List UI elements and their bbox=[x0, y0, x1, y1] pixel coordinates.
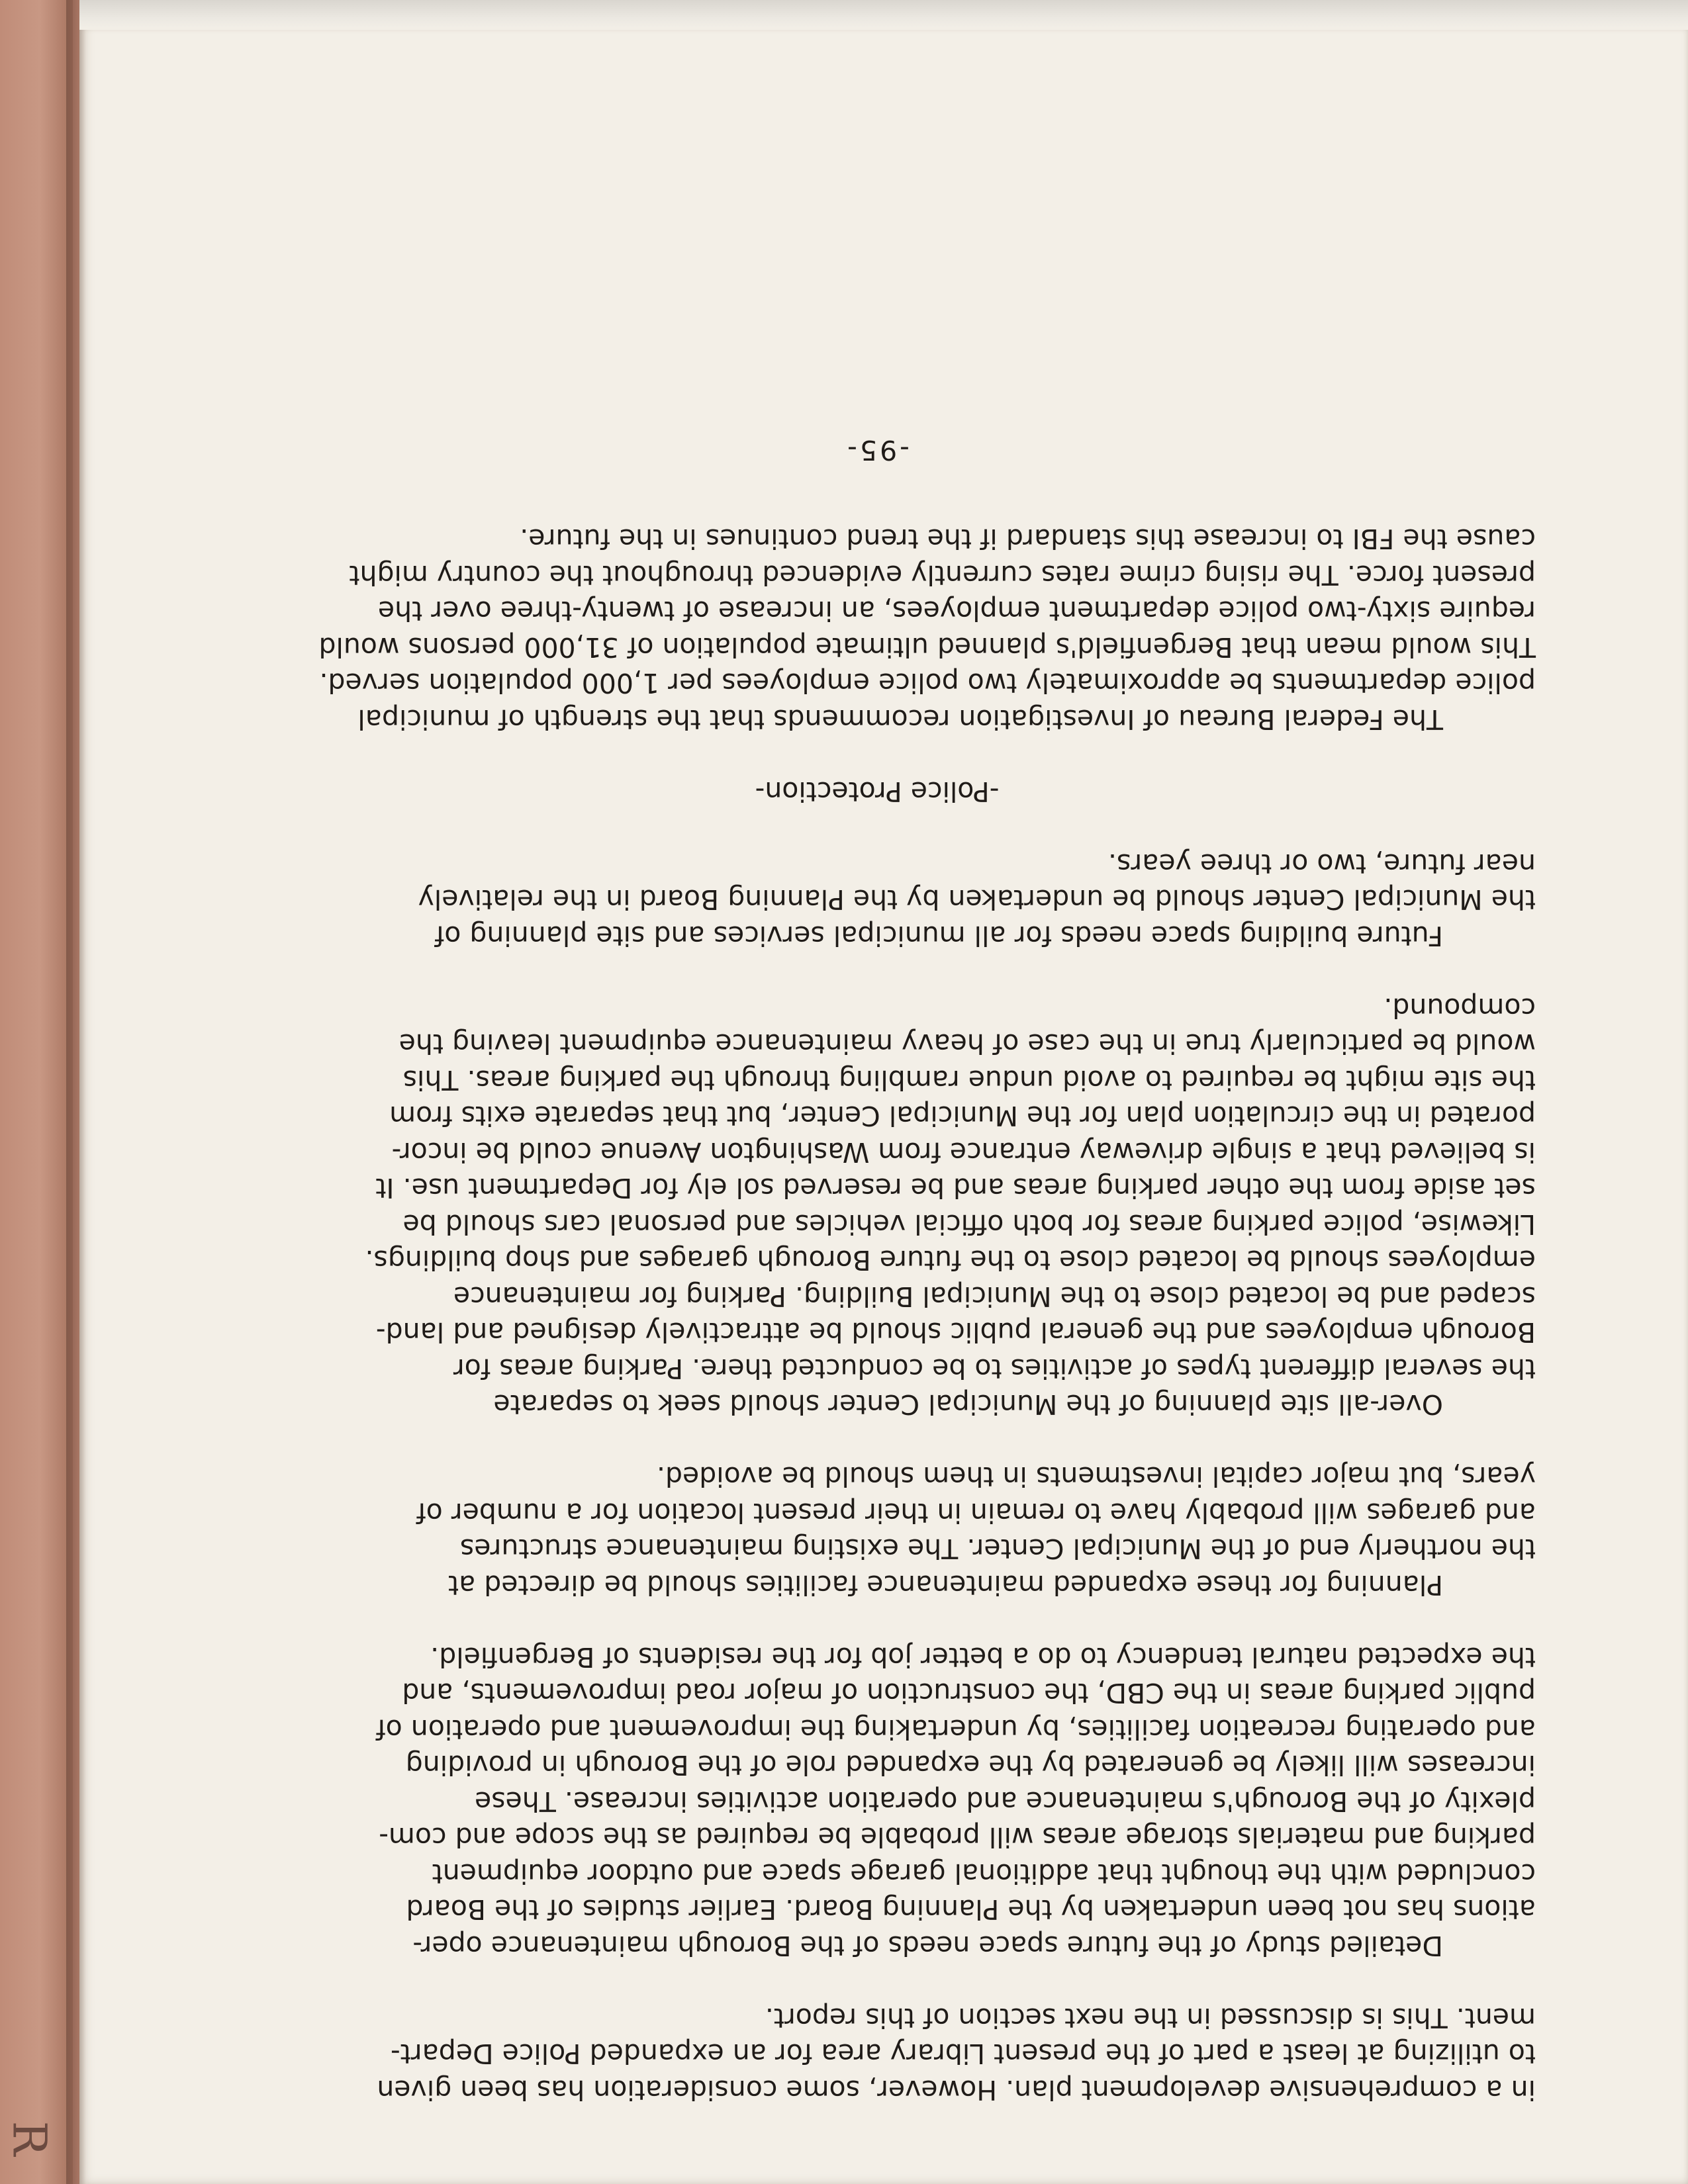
text-line: years, but major capital investments in them should be avoided. bbox=[656, 1461, 1536, 1493]
text-line: and operating recreation facilities, by undertaking the improvement and operation of bbox=[376, 1713, 1536, 1745]
text-line: parking and materials storage areas will probable be required as the scope and com- bbox=[379, 1821, 1536, 1854]
text-line: present force. The rising crime rates currently evidenced throughout the country might bbox=[349, 559, 1536, 591]
intro-paragraph bbox=[218, 2000, 1536, 2109]
binder-cover-edge bbox=[0, 0, 73, 2184]
text-line: police departments be approximately two police employees per 1,000 population served. bbox=[319, 667, 1536, 700]
text-line: is believed that a single driveway entrance from Washington Avenue could be incor- bbox=[391, 1136, 1536, 1168]
text-line: employees should be located close to the future Borough garages and shop buildings. bbox=[365, 1244, 1536, 1277]
text-line: would be particularly true in the case of heavy maintenance equipment leaving the bbox=[399, 1028, 1536, 1060]
text-line: The Federal Bureau of Investigation recommends that the strength of municipal bbox=[357, 704, 1443, 735]
section-heading: -Police Protection- bbox=[755, 776, 1000, 807]
page-top-edge bbox=[79, 0, 1688, 30]
paragraph-future-space bbox=[218, 846, 1536, 954]
text-line: Planning for these expanded maintenance facilities should be directed at bbox=[447, 1569, 1443, 1601]
text-line: require sixty-two police department employees, an increase of twenty-three over the bbox=[377, 595, 1536, 627]
text-line: compound. bbox=[1383, 992, 1536, 1024]
text-line: public parking areas in the CBD, the construction of major road improvements, and bbox=[402, 1677, 1536, 1709]
text-line: the several different types of activities to be conducted there. Parking areas for bbox=[453, 1353, 1536, 1385]
binding-shadow bbox=[66, 0, 86, 2184]
text-line: increases will likely be generated by the expanded role of the Borough in providing bbox=[405, 1749, 1536, 1782]
text-line: This would mean that Bergenfield's planned ultimate population of 31,000 persons would bbox=[318, 631, 1536, 663]
text-line: ment. This is discussed in the next section of this report. bbox=[765, 2002, 1536, 2034]
upside-down-text bbox=[218, 169, 1536, 2108]
paragraph-maintenance-study bbox=[218, 1639, 1536, 1964]
text-line: porated in the circulation plan for the Municipal Center, but that separate exits from bbox=[389, 1100, 1536, 1132]
text-line: and garages will probably have to remain in their present location for a number of bbox=[416, 1497, 1536, 1529]
text-line: concluded with the thought that additional garage space and outdoor equipment bbox=[432, 1858, 1536, 1889]
text-line: the northerly end of the Municipal Center. The existing maintenance structures bbox=[459, 1533, 1536, 1565]
text-line: cause the FBI to increase this standard if the trend continues in the future. bbox=[520, 523, 1536, 555]
text-line: near future, two or three years. bbox=[1107, 848, 1536, 880]
text-line: set aside from the other parking areas and be reserved sol ely for Department use. It bbox=[375, 1172, 1536, 1205]
page-number: -95- bbox=[845, 434, 910, 466]
text-line: Likewise, police parking areas for both official vehicles and personal cars should be bbox=[402, 1208, 1536, 1240]
text-line: the expected natural tendency to do a better job for the residents of Bergenfield. bbox=[430, 1641, 1536, 1673]
text-line: the Municipal Center should be undertaken by the Planning Board in the relatively bbox=[418, 884, 1536, 916]
text-line: Over-all site planning of the Municipal Center should seek to separate bbox=[493, 1388, 1443, 1421]
text-line: plexity of the Borough's maintenance and operation activities increase. These bbox=[474, 1786, 1536, 1817]
paragraph-maintenance-planning bbox=[218, 1459, 1536, 1603]
paragraph-site-planning bbox=[218, 990, 1536, 1423]
text-line: scaped and be located close to the Municipal Building. Parking for maintenance bbox=[453, 1281, 1536, 1312]
margin-mark: R bbox=[2, 2120, 57, 2156]
text-line: ations has not been undertaken by the Planning Board. Earlier studies of the Board bbox=[406, 1893, 1536, 1926]
text-line: Future building space needs for all municipal services and site planning of bbox=[434, 920, 1443, 952]
paragraph-police-strength bbox=[218, 521, 1536, 737]
text-line: Borough employees and the general public should be attractively designed and land- bbox=[375, 1316, 1536, 1349]
text-line: the site might be required to avoid undue rambling through the parking areas. This bbox=[402, 1064, 1536, 1096]
text-line: Detailed study of the future space needs of the Borough maintenance oper- bbox=[412, 1930, 1443, 1962]
text-line: in a comprehensive development plan. However, some consideration has been given bbox=[377, 2074, 1536, 2106]
text-line: to utilizing at least a part of the present Library area for an expanded Police Depart- bbox=[390, 2038, 1536, 2070]
